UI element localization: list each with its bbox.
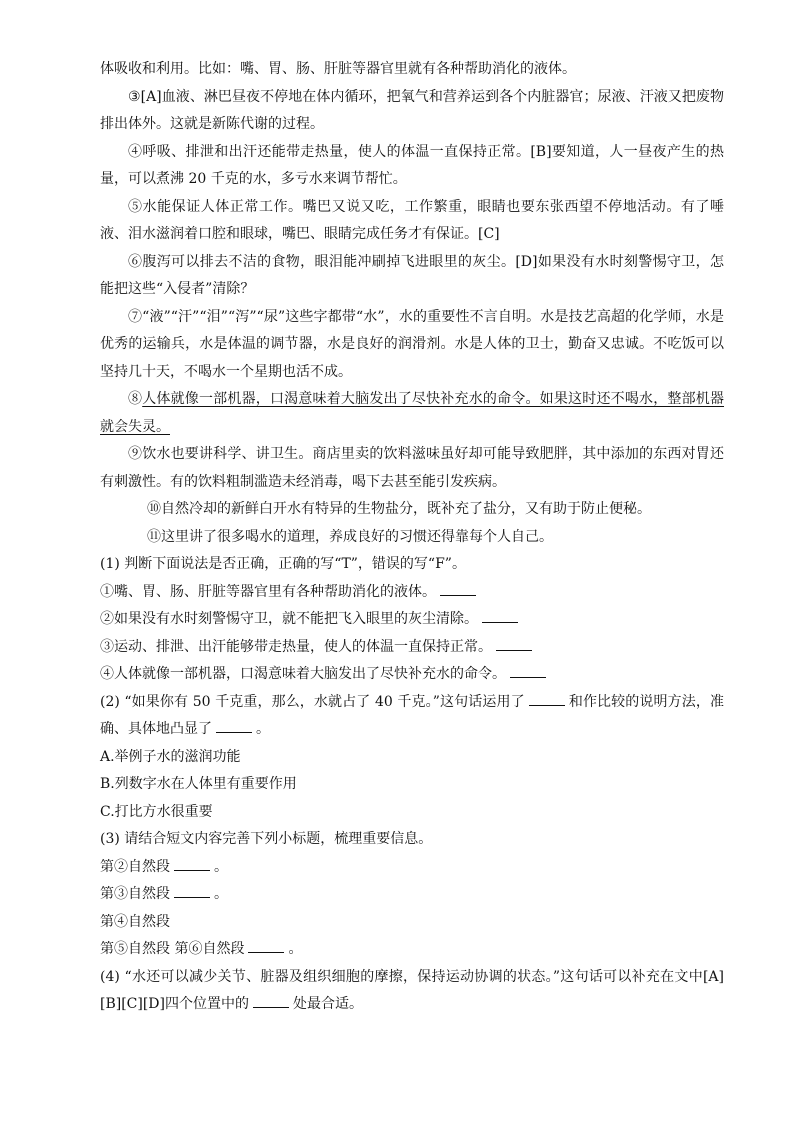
- document-page: [100, 56, 724, 1019]
- paragraph-7: ⑦“液”“汗”“泪”“泻”“尿”这些字都带“水”，水的重要性不言自明。水是技艺高超的化学师，水是优秀的运输兵，水是体温的调节器，水是良好的润滑剂。水是人体的卫士，勤奋又忠诚。不吃饭可以坚持几十天，不喝水一个星期也活不成。: [100, 308, 724, 380]
- question-3-line-label: 第⑤自然段 第⑥自然段: [100, 941, 245, 957]
- answer-blank[interactable]: [253, 993, 289, 1008]
- question-3-line: [100, 936, 724, 964]
- question-2-option-a: A.举例子水的滋润功能: [100, 748, 241, 765]
- question-2-option-b: B.列数字水在人体里有重要作用: [100, 776, 297, 792]
- answer-blank[interactable]: [482, 608, 518, 623]
- question-2-stem-part-b: 和作比较的说明方法，准确、具体地凸显了: [100, 693, 725, 737]
- question-3-line: [100, 881, 724, 909]
- question-3-line: [100, 909, 724, 937]
- question-1-item-text: ④人体就像一部机器，口渴意味着大脑发出了尽快补充水的命令。: [100, 666, 506, 682]
- answer-blank[interactable]: [440, 581, 476, 596]
- paragraph-8: [100, 386, 724, 441]
- question-1-stem: (1) 判断下面说法是否正确，正确的写“T”，错误的写“F”。: [100, 556, 466, 572]
- paragraph-11: ⑪这里讲了很多喝水的道理，养成良好的习惯还得靠每个人自己。: [147, 528, 553, 545]
- answer-blank[interactable]: [174, 856, 210, 871]
- answer-blank[interactable]: [496, 636, 532, 651]
- paragraph-3: ③[A]血液、淋巴昼夜不停地在体内循环，把氧气和营养运到各个内脏器官；尿液、汗液又把废物排出体外。这就是新陈代谢的过程。: [100, 88, 724, 132]
- question-3-line: [100, 854, 724, 882]
- answer-blank[interactable]: [174, 883, 210, 898]
- question-2-option-c: C.打比方水很重要: [100, 803, 213, 820]
- paragraph-10: ⑩自然冷却的新鲜白开水有特异的生物盐分，既补充了盐分，又有助于防止便秘。: [147, 501, 651, 517]
- answer-blank[interactable]: [216, 718, 252, 733]
- question-3-line-end: 。: [214, 858, 228, 875]
- answer-blank[interactable]: [529, 691, 565, 706]
- question-2-stem-part-a: (2) “如果你有 50 千克重，那么，水就占了 40 千克。”这句话运用了: [100, 693, 525, 710]
- question-4-stem-part-a: (4) “水还可以减少关节、脏器及组织细胞的摩擦，保持运动协调的状态。”这句话可以补充在文中[A][B][C][D]四个位置中的: [100, 968, 724, 1012]
- paragraph-8-number: ⑧: [128, 391, 143, 407]
- question-1-item-text: ③运动、排泄、出汗能够带走热量，使人的体温一直保持正常。: [100, 638, 492, 655]
- question-3-line-end: 。: [288, 941, 303, 957]
- paragraph-6: ⑥腹泻可以排去不洁的食物，眼泪能冲刷掉飞进眼里的灰尘。[D]如果没有水时刻警惕守卫，怎能把这些“入侵者”清除？: [100, 253, 724, 297]
- paragraph-1-continuation: 体吸收和利用。比如：嘴、胃、肠、肝脏等器官里就有各种帮助消化的液体。: [100, 61, 576, 77]
- question-3-line-label: 第③自然段: [100, 886, 170, 902]
- paragraph-8-underlined-text: 人体就像一部机器，口渴意味着大脑发出了尽快补充水的命令。如果这时还不喝水，整部机器就会失灵。: [100, 391, 725, 435]
- question-3-stem: (3) 请结合短文内容完善下列小标题，梳理重要信息。: [100, 831, 433, 847]
- question-3-line-end: 。: [214, 886, 228, 902]
- answer-blank[interactable]: [248, 938, 284, 953]
- question-1-item-text: ①嘴、胃、肠、肝脏等器官里有各种帮助消化的液体。: [100, 583, 436, 600]
- paragraph-4: ④呼吸、排泄和出汗还能带走热量，使人的体温一直保持正常。[B]要知道，人一昼夜产生的热量，可以煮沸 20 千克的水，多亏水来调节帮忙。: [100, 143, 724, 187]
- question-1-item: [100, 634, 724, 662]
- question-1-item-text: ②如果没有水时刻警惕守卫，就不能把飞入眼里的灰尘清除。: [100, 611, 478, 627]
- question-1-item: [100, 579, 724, 607]
- question-3-line-label: 第④自然段: [100, 913, 170, 930]
- question-3-line-label: 第②自然段: [100, 858, 170, 875]
- question-4-stem: [100, 964, 724, 1019]
- paragraph-9: ⑨饮水也要讲科学、讲卫生。商店里卖的饮料滋味虽好却可能导致肥胖，其中添加的东西对胃还有刺激性。有的饮料粗制滥造未经消毒，喝下去甚至能引发疾病。: [100, 446, 724, 490]
- question-1-item: [100, 661, 724, 689]
- question-4-stem-part-b: 处最合适。: [293, 996, 363, 1012]
- question-2-stem: [100, 689, 724, 744]
- answer-blank[interactable]: [510, 663, 546, 678]
- question-2-stem-end: 。: [256, 721, 270, 737]
- paragraph-5: ⑤水能保证人体正常工作。嘴巴又说又吃，工作繁重，眼睛也要东张西望不停地活动。有了唾液、泪水滋润着口腔和眼球，嘴巴、眼睛完成任务才有保证。[C]: [100, 198, 724, 242]
- question-1-item: [100, 606, 724, 634]
